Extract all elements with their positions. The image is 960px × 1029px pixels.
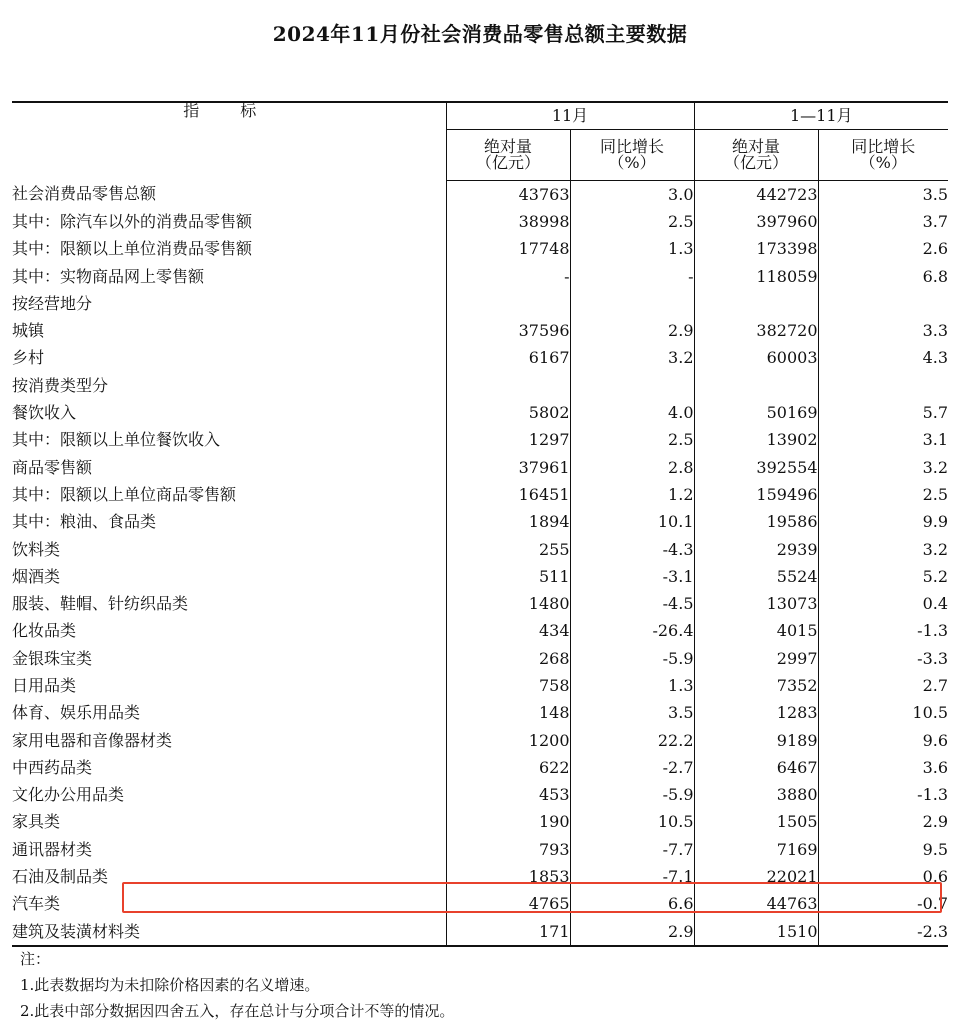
ytd-absolute-cell: 392554	[694, 454, 818, 481]
ytd-absolute-cell: 13902	[694, 427, 818, 454]
indicator-header: 指 标	[183, 101, 275, 120]
ytd-absolute-cell	[694, 290, 818, 317]
page-title: 2024年11月份社会消费品零售总额主要数据	[272, 22, 688, 46]
ytd-absolute-cell: 1510	[694, 918, 818, 946]
row-label: 餐饮收入	[12, 403, 77, 423]
table-row	[12, 563, 948, 590]
table-row	[12, 700, 948, 727]
ytd-yoy-cell: 2.7	[818, 672, 948, 699]
row-label: 家具类	[12, 812, 61, 832]
ytd-yoy-cell: -3.3	[818, 645, 948, 672]
month-absolute-cell: 171	[446, 918, 570, 946]
ytd-yoy-cell: 0.6	[818, 863, 948, 890]
ytd-yoy-cell: 2.6	[818, 236, 948, 263]
row-label: 其中：限额以上单位消费品零售额	[12, 239, 253, 259]
row-label: 城镇	[12, 321, 45, 341]
month-absolute-cell: 190	[446, 809, 570, 836]
month-yoy-cell: -26.4	[570, 618, 694, 645]
table-row	[12, 645, 948, 672]
ytd-yoy-cell: 6.8	[818, 263, 948, 290]
ytd-absolute-cell: 60003	[694, 345, 818, 372]
row-label: 按消费类型分	[12, 375, 109, 395]
row-label: 金银珠宝类	[12, 648, 93, 668]
ytd-absolute-cell: 9189	[694, 727, 818, 754]
ytd-yoy-cell: 3.1	[818, 427, 948, 454]
table-row	[12, 918, 948, 946]
ytd-absolute-cell: 159496	[694, 481, 818, 508]
ytd-yoy-cell: -0.7	[818, 891, 948, 918]
ytd-yoy-cell: 5.2	[818, 563, 948, 590]
month-absolute-cell: 1480	[446, 590, 570, 617]
note-item: 1.此表数据均为未扣除价格因素的名义增速。	[20, 976, 320, 994]
month-absolute-cell: 1853	[446, 863, 570, 890]
month-yoy-cell: 1.3	[570, 236, 694, 263]
ytd-yoy-cell	[818, 372, 948, 399]
table-row	[12, 481, 948, 508]
month-yoy-cell: 22.2	[570, 727, 694, 754]
ytd-yoy-cell: 0.4	[818, 590, 948, 617]
row-label: 建筑及装潢材料类	[12, 921, 141, 941]
table-row	[12, 427, 948, 454]
note-item: 2.此表中部分数据因四舍五入，存在总计与分项合计不等的情况。	[20, 1002, 455, 1020]
row-label: 文化办公用品类	[12, 785, 125, 805]
month-yoy-cell: -5.9	[570, 645, 694, 672]
month-yoy-cell: 1.3	[570, 672, 694, 699]
month-yoy-cell: 2.5	[570, 427, 694, 454]
ytd-yoy-cell: 3.7	[818, 208, 948, 235]
row-label: 石油及制品类	[12, 867, 109, 887]
month-absolute-cell: -	[446, 263, 570, 290]
ytd-absolute-cell: 19586	[694, 509, 818, 536]
table-row	[12, 509, 948, 536]
month-absolute-cell: 17748	[446, 236, 570, 263]
month-absolute-cell: 793	[446, 836, 570, 863]
row-label: 商品零售额	[12, 457, 93, 477]
ytd-yoy-cell: 3.2	[818, 536, 948, 563]
header-ytd-absolute: 绝对量 （亿元）	[694, 130, 818, 181]
table-row	[12, 454, 948, 481]
header-ytd-yoy: 同比增长 （%）	[818, 130, 948, 181]
ytd-absolute-cell: 2997	[694, 645, 818, 672]
ytd-yoy-cell: 9.9	[818, 509, 948, 536]
month-absolute-cell: 434	[446, 618, 570, 645]
month-absolute-cell: 5802	[446, 399, 570, 426]
ytd-yoy-cell: 5.7	[818, 399, 948, 426]
ytd-yoy-cell: 9.5	[818, 836, 948, 863]
month-yoy-cell: 10.5	[570, 809, 694, 836]
month-yoy-cell: 2.8	[570, 454, 694, 481]
header-month-absolute: 绝对量 （亿元）	[446, 130, 570, 181]
month-yoy-cell: 10.1	[570, 509, 694, 536]
header-month-yoy: 同比增长 （%）	[570, 130, 694, 181]
month-yoy-cell: 3.2	[570, 345, 694, 372]
month-absolute-cell: 511	[446, 563, 570, 590]
ytd-yoy-cell: 4.3	[818, 345, 948, 372]
month-absolute-cell: 16451	[446, 481, 570, 508]
ytd-yoy-cell: 9.6	[818, 727, 948, 754]
row-label: 饮料类	[12, 539, 61, 559]
table-row	[12, 727, 948, 754]
month-yoy-cell	[570, 372, 694, 399]
ytd-yoy-cell: -1.3	[818, 618, 948, 645]
table-row	[12, 672, 948, 699]
ytd-yoy-cell: 10.5	[818, 700, 948, 727]
month-yoy-cell: 2.9	[570, 317, 694, 344]
month-absolute-cell: 37961	[446, 454, 570, 481]
month-yoy-cell: -4.5	[570, 590, 694, 617]
row-label: 社会消费品零售总额	[12, 184, 157, 204]
ytd-yoy-cell: 3.6	[818, 754, 948, 781]
table-row	[12, 208, 948, 235]
ytd-yoy-cell: 3.5	[818, 181, 948, 209]
month-absolute-cell: 453	[446, 782, 570, 809]
table-row	[12, 345, 948, 372]
month-absolute-cell	[446, 372, 570, 399]
month-absolute-cell: 37596	[446, 317, 570, 344]
table-row	[12, 863, 948, 890]
month-absolute-cell: 1200	[446, 727, 570, 754]
table-row	[12, 782, 948, 809]
month-yoy-cell: -2.7	[570, 754, 694, 781]
table-row	[12, 754, 948, 781]
month-yoy-cell: -5.9	[570, 782, 694, 809]
table-row-highlighted	[12, 891, 948, 918]
row-label: 其中：粮油、食品类	[12, 512, 157, 532]
month-absolute-cell: 4765	[446, 891, 570, 918]
month-yoy-cell: -7.1	[570, 863, 694, 890]
ytd-absolute-cell: 3880	[694, 782, 818, 809]
row-label: 其中：限额以上单位商品零售额	[12, 484, 237, 504]
row-label: 家用电器和音像器材类	[12, 730, 173, 750]
header-group-month: 11月	[446, 102, 694, 130]
ytd-yoy-cell: -2.3	[818, 918, 948, 946]
ytd-absolute-cell: 44763	[694, 891, 818, 918]
table-row	[12, 618, 948, 645]
ytd-absolute-cell: 13073	[694, 590, 818, 617]
row-label: 体育、娱乐用品类	[12, 703, 141, 723]
ytd-absolute-cell: 118059	[694, 263, 818, 290]
ytd-absolute-cell: 382720	[694, 317, 818, 344]
row-label: 按经营地分	[12, 293, 93, 313]
table-row	[12, 317, 948, 344]
month-absolute-cell: 43763	[446, 181, 570, 209]
ytd-absolute-cell: 397960	[694, 208, 818, 235]
month-absolute-cell	[446, 290, 570, 317]
row-label: 通讯器材类	[12, 839, 93, 859]
row-label: 化妆品类	[12, 621, 77, 641]
month-absolute-cell: 758	[446, 672, 570, 699]
month-yoy-cell: -7.7	[570, 836, 694, 863]
month-absolute-cell: 622	[446, 754, 570, 781]
row-label: 其中：实物商品网上零售额	[12, 266, 205, 286]
table-row	[12, 263, 948, 290]
month-yoy-cell: -	[570, 263, 694, 290]
ytd-absolute-cell: 2939	[694, 536, 818, 563]
row-label: 中西药品类	[12, 757, 93, 777]
ytd-yoy-cell: 3.3	[818, 317, 948, 344]
ytd-absolute-cell: 173398	[694, 236, 818, 263]
table-row	[12, 536, 948, 563]
month-yoy-cell: 3.0	[570, 181, 694, 209]
ytd-yoy-cell	[818, 290, 948, 317]
ytd-absolute-cell: 442723	[694, 181, 818, 209]
ytd-absolute-cell: 5524	[694, 563, 818, 590]
ytd-yoy-cell: 3.2	[818, 454, 948, 481]
month-yoy-cell: 4.0	[570, 399, 694, 426]
row-label: 烟酒类	[12, 566, 61, 586]
row-label: 汽车类	[12, 894, 61, 914]
month-absolute-cell: 38998	[446, 208, 570, 235]
table-row	[12, 809, 948, 836]
ytd-yoy-cell: -1.3	[818, 782, 948, 809]
ytd-yoy-cell: 2.9	[818, 809, 948, 836]
ytd-absolute-cell	[694, 372, 818, 399]
month-absolute-cell: 148	[446, 700, 570, 727]
month-yoy-cell: 2.9	[570, 918, 694, 946]
table-row	[12, 181, 948, 209]
ytd-absolute-cell: 1505	[694, 809, 818, 836]
month-absolute-cell: 6167	[446, 345, 570, 372]
row-label: 服装、鞋帽、针纺织品类	[12, 594, 189, 614]
ytd-absolute-cell: 7352	[694, 672, 818, 699]
row-label: 其中：限额以上单位餐饮收入	[12, 430, 221, 450]
ytd-absolute-cell: 7169	[694, 836, 818, 863]
month-yoy-cell: 3.5	[570, 700, 694, 727]
month-absolute-cell: 1297	[446, 427, 570, 454]
ytd-absolute-cell: 1283	[694, 700, 818, 727]
month-absolute-cell: 255	[446, 536, 570, 563]
ytd-yoy-cell: 2.5	[818, 481, 948, 508]
row-label: 其中：除汽车以外的消费品零售额	[12, 211, 253, 231]
table-row	[12, 590, 948, 617]
month-absolute-cell: 1894	[446, 509, 570, 536]
table-row	[12, 290, 948, 317]
notes-section	[20, 946, 454, 1024]
month-yoy-cell: 1.2	[570, 481, 694, 508]
table-row	[12, 236, 948, 263]
month-yoy-cell: 2.5	[570, 208, 694, 235]
header-group-ytd: 1—11月	[694, 102, 948, 130]
table-row	[12, 372, 948, 399]
notes-label: 注：	[20, 950, 51, 968]
row-label: 日用品类	[12, 675, 77, 695]
month-yoy-cell: -3.1	[570, 563, 694, 590]
row-label: 乡村	[12, 348, 45, 368]
ytd-absolute-cell: 22021	[694, 863, 818, 890]
month-yoy-cell: -4.3	[570, 536, 694, 563]
ytd-absolute-cell: 4015	[694, 618, 818, 645]
table-row	[12, 399, 948, 426]
ytd-absolute-cell: 50169	[694, 399, 818, 426]
month-absolute-cell: 268	[446, 645, 570, 672]
retail-sales-table	[12, 101, 948, 947]
table-row	[12, 836, 948, 863]
month-yoy-cell: 6.6	[570, 891, 694, 918]
month-yoy-cell	[570, 290, 694, 317]
ytd-absolute-cell: 6467	[694, 754, 818, 781]
